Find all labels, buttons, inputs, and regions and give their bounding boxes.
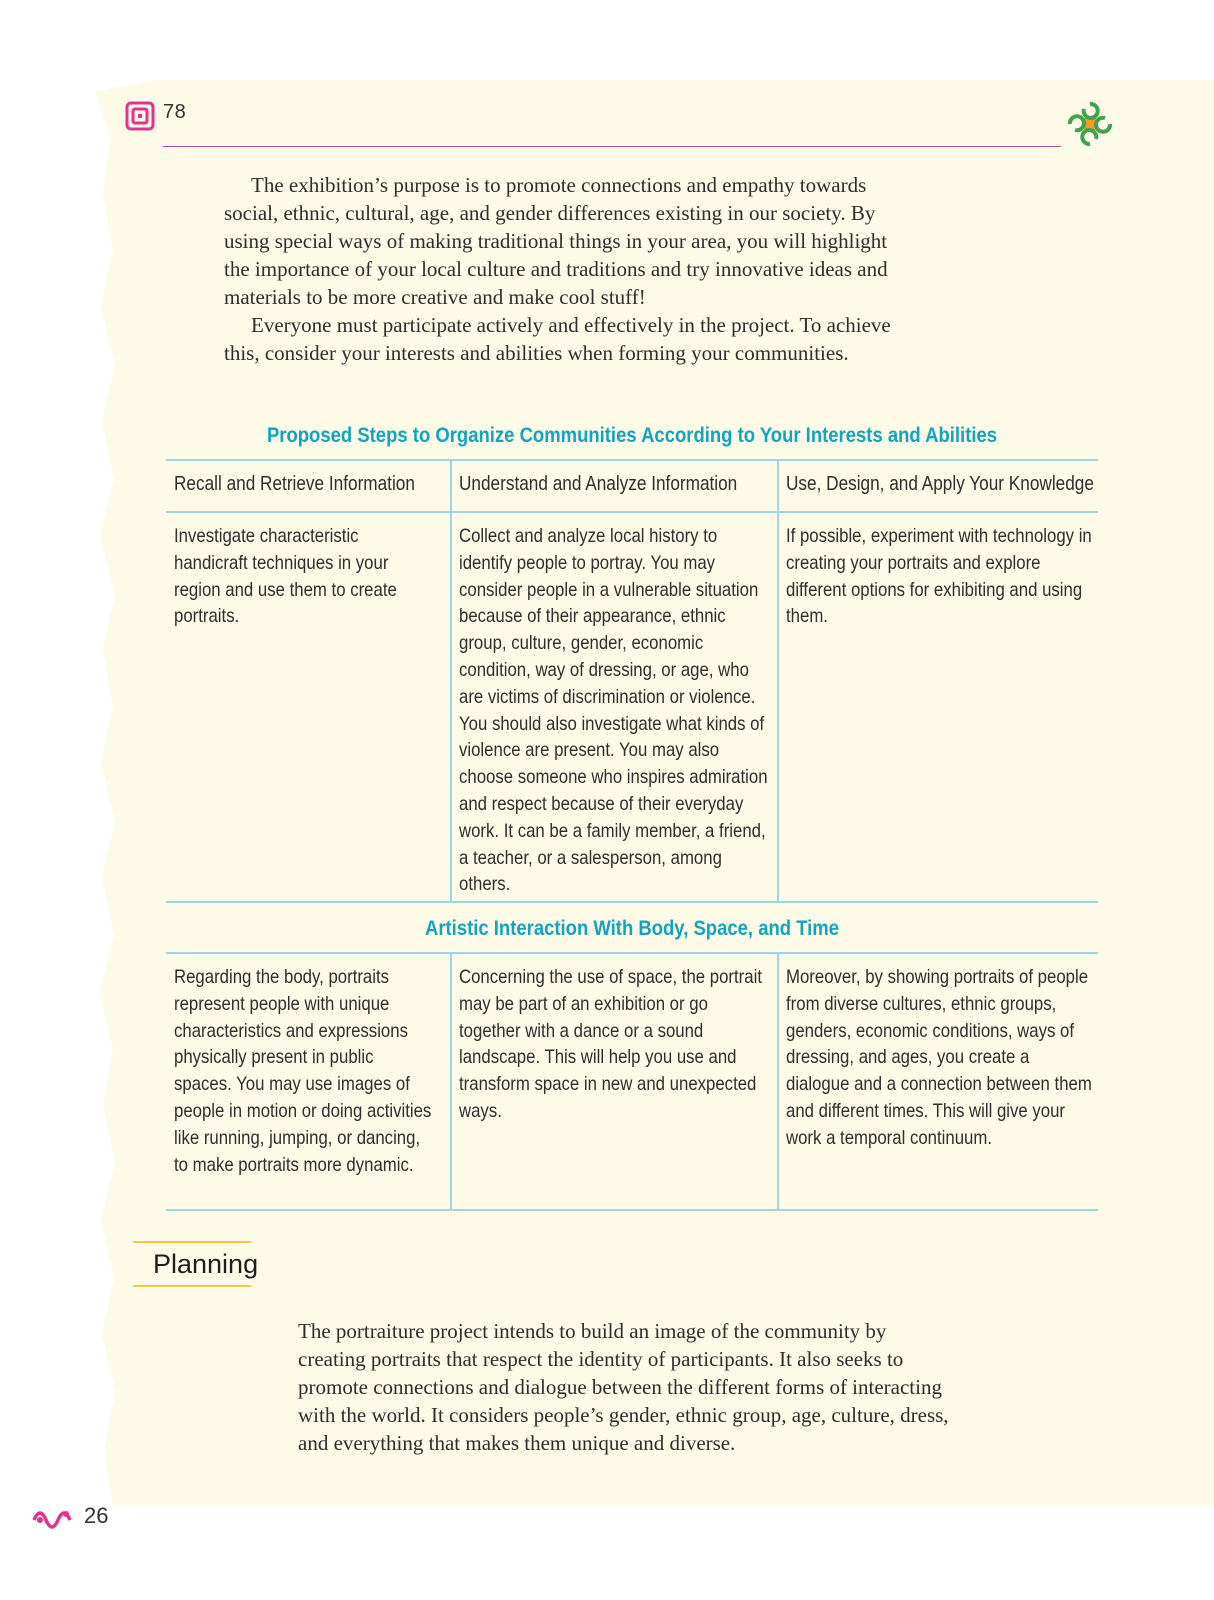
table-cell: Moreover, by showing portraits of people from diverse cultures, ethnic groups, genders, economic conditions, ways of dressing, and ages, you create a dialogue and a connection between them and different times. This will give your work a temporal continuum. [786,966,1092,1149]
table-title: Proposed Steps to Organize Communities According to Your Interests and Abilities [266,424,998,447]
flower-ornament-icon [1064,98,1116,150]
table-column-divider [450,459,452,903]
table-cell: Investigate characteristic handicraft techniques in your region and use them to create portraits. [174,525,397,628]
table-column-divider [777,459,779,903]
table-cell: Regarding the body, portraits represent people with unique characteristics and expressions physically present in public spaces. You may use images of people in motion or doing activities like running, jumping, or dancing, to make portraits more dynamic. [174,966,432,1176]
table-bottom-border [166,1209,1098,1211]
table-column-divider [777,952,779,1211]
intro-text [224,171,904,367]
table-top-border [166,459,1098,461]
table-header-border [166,511,1098,513]
table-section-title: Artistic Interaction With Body, Space, and Time [424,917,839,940]
planning-text: The portraiture project intends to build an image of the community by creating portraits that respect the identity of participants. It also seeks to promote connections and dialogue between the different forms of interacting with the world. It considers people’s gender, ethnic group, age, culture, dress, and everything that makes them unique and diverse. [298,1319,949,1455]
table-cell: If possible, experiment with technology in creating your portraits and explore different options for exhibiting and using them. [786,525,1092,628]
table-section-border [166,952,1098,954]
spiral-ornament-icon [125,101,155,131]
column-header: Use, Design, and Apply Your Knowledge [786,473,1094,495]
folio-number: 78 [163,101,187,123]
intro-paragraph: Everyone must participate actively and effectively in the project. To achieve this, consider your interests and abilities when forming your communities. [224,313,891,365]
planning-heading: Planning [153,1249,259,1279]
table-cell: Concerning the use of space, the portrait may be part of an exhibition or go together with a dance or a sound landscape. This will help you use and transform space in new and unexpected ways. [459,966,762,1122]
column-header: Recall and Retrieve Information [174,473,415,495]
page-number: 26 [84,1503,109,1528]
column-header: Understand and Analyze Information [459,473,738,495]
table-column-divider [450,952,452,1211]
swirl-ornament-icon [30,1502,76,1530]
header-rule [163,146,1061,147]
table-cell: Collect and analyze local history to identify people to portray. You may consider people in a vulnerable situation because of their appearance, ethnic group, culture, gender, economic condition, way of dressing, or age, who are victims of discrimination or violence. You should also investigate what kinds of violence are present. You may also choose someone who inspires admiration and respect because of their everyday work. It can be a family member, a friend, a teacher, or a salesperson, among others. [459,525,768,896]
table-row-border [166,901,1098,903]
intro-paragraph: The exhibition’s purpose is to promote connections and empathy towards social, ethnic, cultural, age, and gender differences existing in our society. By using special ways of making traditional things in your area, you will highlight the importance of your local culture and traditions and try innovative ideas and materials to be more creative and make cool stuff! [224,173,888,309]
